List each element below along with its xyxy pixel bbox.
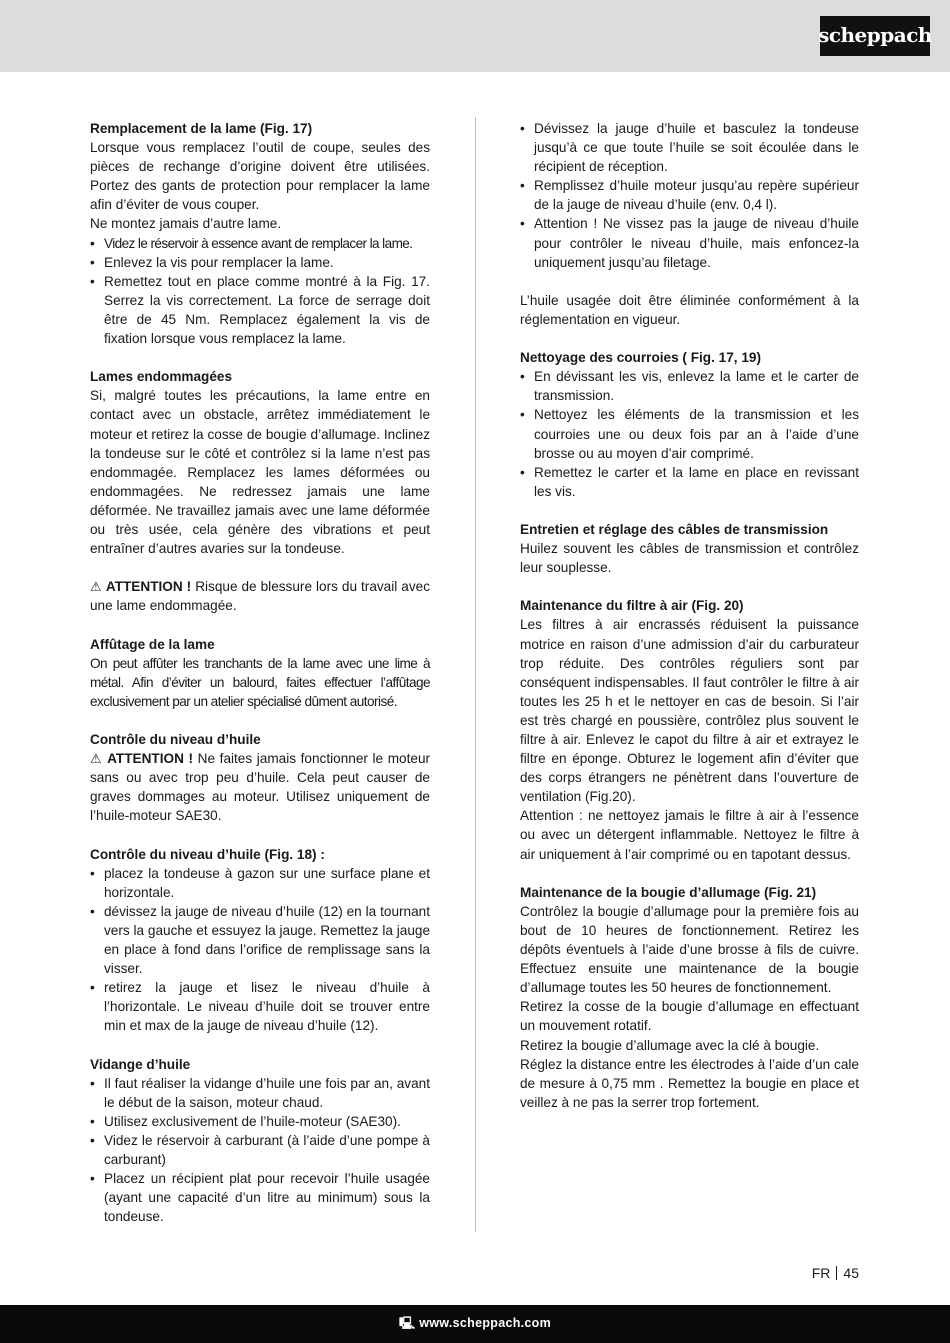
section-title: Maintenance du filtre à air (Fig. 20): [520, 598, 744, 614]
paragraph: Retirez la bougie d’allumage avec la clé à bougie.: [520, 1037, 820, 1053]
page-number: 45: [843, 1265, 859, 1281]
paragraph: Contrôlez la bougie d’allumage pour la première fois au bout de 10 heures de fonctionnement. Retirez les dépôts éventuels à l’aide d’une brosse à fils de cuivre. Effectuez ensuite une maintenance de la bougie d’allumage toutes les 50 heures de fonctionnement.: [520, 903, 859, 996]
section-blade-sharpening: [90, 635, 430, 711]
header-bar: [0, 0, 950, 72]
list-item: • Placez un récipient plat pour recevoir l’huile usagée (ayant une capacité d’un litre au minimum) sous la tondeuse.: [90, 1169, 430, 1226]
language-code: FR: [811, 1265, 831, 1281]
left-column: [90, 119, 430, 1246]
list-item: • Remettez le carter et la lame en place en revissant les vis.: [520, 463, 859, 501]
section-title: Affûtage de la lame: [90, 636, 215, 652]
section-title: Lames endommagées: [90, 369, 233, 385]
warning-triangle-icon: ⚠: [90, 579, 102, 595]
computer-icon: 🖳: [398, 1316, 416, 1331]
section-damaged-blades: [90, 367, 430, 558]
warning-text: Ne faites jamais fonctionner le moteur sans ou avec trop peu d’huile. Cela peut causer de graves dommages au moteur. Utilisez uniquement de l’huile-moteur SAE30.: [90, 751, 431, 824]
paragraph: Attention : ne nettoyez jamais le filtre à air à l’essence ou avec un détergent inflammable. Nettoyez le filtre à air uniquement à l’air comprimé ou en tapotant dessus.: [520, 808, 859, 862]
bullet-list: [90, 864, 430, 1036]
list-item: • Remplissez d’huile moteur jusqu’au repère supérieur de la jauge de niveau d’huile (env. 0,4 l).: [520, 176, 859, 214]
section-blade-replacement: [90, 119, 430, 348]
section-title: Vidange d’huile: [90, 1056, 191, 1072]
section-title: Contrôle du niveau d’huile: [90, 732, 261, 747]
page-footer: [812, 1264, 859, 1283]
bullet-list: [90, 234, 430, 349]
section-transmission-cables: [520, 520, 859, 577]
footer-separator: [836, 1266, 837, 1280]
paragraph: Les filtres à air encrassés réduisent la puissance motrice en raison d’une admission d’air du carburateur trop réduite. Des contrôles réguliers sont par conséquent indispensables. Il faut contrôler le filtre à air toutes les 25 h et le nettoyer en cas de besoin. Si l’air est très chargé en poussière, contrôlez plus souvent le filtre à air. Enlevez le capot du filtre à air et extrayez le filtre en éponge. Obturez le logement afin d’éviter que des corps étrangers ne pénètrent dans l’ouverture de ventilation (Fig.20).: [520, 617, 859, 805]
section-oil-change: [90, 1055, 430, 1227]
list-item: • Videz le réservoir à carburant (à l’aide d’une pompe à carburant): [90, 1131, 430, 1169]
warning-paragraph: [90, 749, 430, 825]
section-belt-cleaning: [520, 348, 859, 501]
warning-text: Risque de blessure lors du travail avec une lame endommagée.: [90, 579, 430, 614]
list-item: • dévissez la jauge de niveau d’huile (12) en la tournant vers la gauche et essuyez la jauge. Remettez la jauge en place à fond dans l’orifice de remplissage sans la visser.: [90, 902, 430, 978]
paragraph: Huilez souvent les câbles de transmission et contrôlez leur souplesse.: [520, 541, 859, 576]
bullet-list: [90, 1074, 430, 1227]
warning-label: ATTENTION !: [107, 751, 194, 767]
warning-triangle-icon: ⚠: [90, 751, 103, 767]
section-title: Contrôle du niveau d’huile (Fig. 18) :: [90, 846, 325, 862]
warning-paragraph: [90, 577, 430, 615]
section-title: Entretien et réglage des câbles de transmission: [520, 521, 829, 537]
section-spark-plug: [520, 883, 859, 1112]
list-item: • En dévissant les vis, enlevez la lame et le carter de transmission.: [520, 367, 859, 405]
website-link[interactable]: www.scheppach.com: [419, 1316, 552, 1331]
bullet-list: [520, 367, 859, 501]
section-title: Remplacement de la lame (Fig. 17): [90, 121, 313, 136]
list-item: • Il faut réaliser la vidange d’huile une fois par an, avant le début de la saison, moteur chaud.: [90, 1074, 430, 1112]
paragraph: Si, malgré toutes les précautions, la lame entre en contact avec un obstacle, arrêtez immédiatement le moteur et retirez la cosse de bougie d’allumage. Inclinez la tondeuse sur le côté et contrôlez si la lame n’est pas endommagée. Remplacez les lames déformées ou endommagées. Ne redressez jamais une lame déformée. Ne travaillez jamais avec une lame déformée ou très usée, cela génère des vibrations et peut entraîner d’autres avaries sur la tondeuse.: [90, 388, 430, 557]
paragraph: Ne montez jamais d’autre lame.: [90, 216, 282, 232]
section-used-oil-disposal: [520, 291, 859, 329]
scheppach-logo: scheppach: [820, 16, 930, 56]
paragraph: Lorsque vous remplacez l’outil de coupe, seules des pièces de rechange d’origine doivent être utilisées. Portez des gants de protection pour remplacer la lame afin d’éviter de vous couper.: [90, 140, 430, 213]
paragraph: L’huile usagée doit être éliminée conformément à la réglementation en vigueur.: [520, 292, 859, 327]
list-item: • Dévissez la jauge d’huile et basculez la tondeuse jusqu’à ce que toute l’huile se soit écoulée dans le récipient de réception.: [520, 119, 859, 176]
list-item: • Attention ! Ne vissez pas la jauge de niveau d’huile pour contrôler le niveau d’huile, mais enfoncez-la uniquement jusqu’au filetage.: [520, 214, 859, 271]
list-item: • retirez la jauge et lisez le niveau d’huile à l’horizontale. Le niveau d’huile doit se trouver entre min et max de la jauge de niveau d’huile (12).: [90, 978, 430, 1035]
column-divider: [475, 117, 476, 1232]
section-blade-warning: [90, 577, 430, 615]
list-item: • Enlevez la vis pour remplacer la lame.: [90, 253, 430, 272]
section-title: Maintenance de la bougie d’allumage (Fig. 21): [520, 884, 817, 900]
right-column: [520, 119, 859, 1131]
paragraph: Réglez la distance entre les électrodes à l’aide d’un cale de mesure à 0,75 mm . Remettez la bougie en place et veillez à ne pas la serrer trop fortement.: [520, 1056, 859, 1110]
warning-label: ATTENTION !: [105, 579, 192, 595]
list-item: • placez la tondeuse à gazon sur une surface plane et horizontale.: [90, 864, 430, 902]
bullet-list: [520, 119, 859, 272]
section-oil-level-check-fig18: [90, 845, 430, 1036]
list-item: • Utilisez exclusivement de l’huile-moteur (SAE30).: [90, 1112, 430, 1131]
list-item: • Videz le réservoir à essence avant de remplacer la lame.: [90, 234, 430, 253]
section-title: Nettoyage des courroies ( Fig. 17, 19): [520, 350, 761, 366]
paragraph: On peut affûter les tranchants de la lame avec une lime à métal. Afin d’éviter un balourd, faites effectuer l’affûtage exclusivement par un atelier spécialisé dûment autorisé.: [90, 655, 430, 709]
section-air-filter: [520, 596, 859, 863]
list-item: • Remettez tout en place comme montré à la Fig. 17. Serrez la vis correctement. La force de serrage doit être de 45 Nm. Remplacez également la vis de fixation lorsque vous remplacez la lame.: [90, 272, 430, 348]
section-oil-change-continued: [520, 119, 859, 272]
paragraph: Retirez la cosse de la bougie d’allumage en effectuant un mouvement rotatif.: [520, 999, 859, 1034]
list-item: • Nettoyez les éléments de la transmission et les courroies une ou deux fois par an à l’aide d’une brosse ou au moyen d’air comprimé.: [520, 405, 859, 462]
bottom-bar: [0, 1305, 950, 1343]
section-oil-level-check: [90, 730, 430, 825]
